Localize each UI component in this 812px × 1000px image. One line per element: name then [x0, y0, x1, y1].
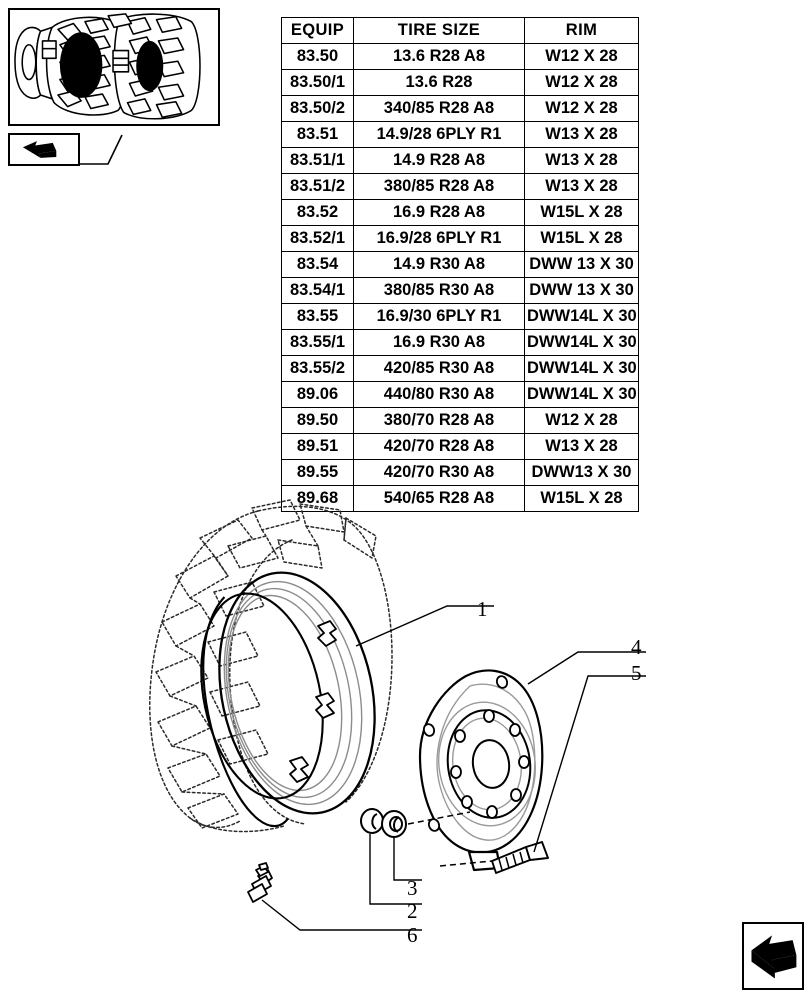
rear-wheel-exploded-assembly [0, 480, 812, 950]
table-cell-rim: DWW 13 X 30 [525, 252, 639, 278]
table-cell-tire-size: 340/85 R28 A8 [354, 96, 525, 122]
table-row [282, 226, 639, 252]
table-row [282, 174, 639, 200]
table-cell-rim: DWW13 X 30 [525, 460, 639, 486]
rim-clamp-bracket [290, 621, 336, 782]
table-cell-tire-size: 13.6 R28 [354, 70, 525, 96]
table-cell-equip: 83.50/1 [282, 70, 354, 96]
table-cell-equip: 83.50 [282, 44, 354, 70]
table-cell-tire-size: 14.9/28 6PLY R1 [354, 122, 525, 148]
table-row [282, 122, 639, 148]
table-cell-tire-size: 440/80 R30 A8 [354, 382, 525, 408]
table-row [282, 330, 639, 356]
part-washer-2 [361, 809, 383, 833]
thumbnail-view-marker-box [8, 133, 80, 166]
table-cell-tire-size: 540/65 R28 A8 [354, 486, 525, 512]
callout-label-1: 1 [477, 597, 488, 621]
table-row [282, 252, 639, 278]
table-cell-tire-size: 420/85 R30 A8 [354, 356, 525, 382]
table-cell-equip: 89.51 [282, 434, 354, 460]
callout-label-3: 3 [407, 876, 418, 900]
table-row [282, 278, 639, 304]
table-cell-equip: 83.55/1 [282, 330, 354, 356]
table-row [282, 70, 639, 96]
table-cell-equip: 83.54/1 [282, 278, 354, 304]
column-header-tire-size: TIRE SIZE [354, 18, 525, 44]
callout-label-4: 4 [631, 635, 642, 659]
table-row [282, 382, 639, 408]
table-cell-tire-size: 16.9/28 6PLY R1 [354, 226, 525, 252]
thumbnail-marker-leader [78, 133, 128, 166]
table-cell-tire-size: 16.9 R28 A8 [354, 200, 525, 226]
view-direction-arrow-icon [744, 924, 802, 988]
corner-view-marker-box [742, 922, 804, 990]
table-cell-equip: 83.54 [282, 252, 354, 278]
column-header-rim: RIM [525, 18, 639, 44]
part-nut-3 [382, 811, 406, 837]
table-cell-rim: DWW14L X 30 [525, 304, 639, 330]
wheel-rim-inner-rings [205, 569, 381, 818]
table-row [282, 148, 639, 174]
table-cell-tire-size: 16.9/30 6PLY R1 [354, 304, 525, 330]
table-cell-rim: W13 X 28 [525, 148, 639, 174]
table-cell-equip: 83.55 [282, 304, 354, 330]
table-cell-tire-size: 380/85 R30 A8 [354, 278, 525, 304]
table-cell-rim: W12 X 28 [525, 408, 639, 434]
table-cell-equip: 83.52/1 [282, 226, 354, 252]
table-row [282, 304, 639, 330]
table-cell-tire-size: 16.9 R30 A8 [354, 330, 525, 356]
equipment-table-container [281, 17, 638, 512]
table-cell-rim: DWW14L X 30 [525, 382, 639, 408]
equipment-tire-rim-table [281, 17, 639, 512]
table-cell-equip: 83.55/2 [282, 356, 354, 382]
table-cell-rim: DWW14L X 30 [525, 330, 639, 356]
table-cell-tire-size: 420/70 R28 A8 [354, 434, 525, 460]
table-cell-tire-size: 13.6 R28 A8 [354, 44, 525, 70]
table-cell-rim: W12 X 28 [525, 70, 639, 96]
table-row [282, 96, 639, 122]
table-cell-equip: 89.68 [282, 486, 354, 512]
table-cell-rim: DWW 13 X 30 [525, 278, 639, 304]
table-cell-equip: 89.55 [282, 460, 354, 486]
table-cell-equip: 83.52 [282, 200, 354, 226]
table-row [282, 200, 639, 226]
table-row [282, 434, 639, 460]
table-row [282, 44, 639, 70]
tire-phantom-outline [150, 500, 392, 832]
table-cell-equip: 89.06 [282, 382, 354, 408]
callout-label-2: 2 [407, 899, 418, 923]
table-cell-rim: W15L X 28 [525, 200, 639, 226]
table-cell-rim: W12 X 28 [525, 96, 639, 122]
table-cell-rim: W13 X 28 [525, 434, 639, 460]
callout-label-6: 6 [407, 923, 418, 947]
table-header-row [282, 18, 639, 44]
table-cell-equip: 83.51/2 [282, 174, 354, 200]
table-cell-rim: DWW14L X 30 [525, 356, 639, 382]
table-cell-rim: W15L X 28 [525, 486, 639, 512]
table-cell-equip: 83.51/1 [282, 148, 354, 174]
table-cell-rim: W15L X 28 [525, 226, 639, 252]
table-cell-equip: 83.51 [282, 122, 354, 148]
table-cell-tire-size: 380/70 R28 A8 [354, 408, 525, 434]
tractor-rear-wheels-thumbnail [10, 10, 218, 124]
table-row [282, 356, 639, 382]
thumbnail-panel [8, 8, 220, 126]
view-direction-arrow-icon [10, 135, 78, 164]
table-cell-equip: 89.50 [282, 408, 354, 434]
table-row [282, 408, 639, 434]
table-cell-equip: 83.50/2 [282, 96, 354, 122]
table-cell-rim: W12 X 28 [525, 44, 639, 70]
table-cell-rim: W13 X 28 [525, 174, 639, 200]
table-cell-tire-size: 14.9 R30 A8 [354, 252, 525, 278]
table-cell-rim: W13 X 28 [525, 122, 639, 148]
table-cell-tire-size: 380/85 R28 A8 [354, 174, 525, 200]
column-header-equip: EQUIP [282, 18, 354, 44]
part-valve-stem-6 [248, 863, 272, 902]
table-cell-tire-size: 420/70 R30 A8 [354, 460, 525, 486]
callout-label-5: 5 [631, 661, 642, 685]
table-cell-tire-size: 14.9 R28 A8 [354, 148, 525, 174]
